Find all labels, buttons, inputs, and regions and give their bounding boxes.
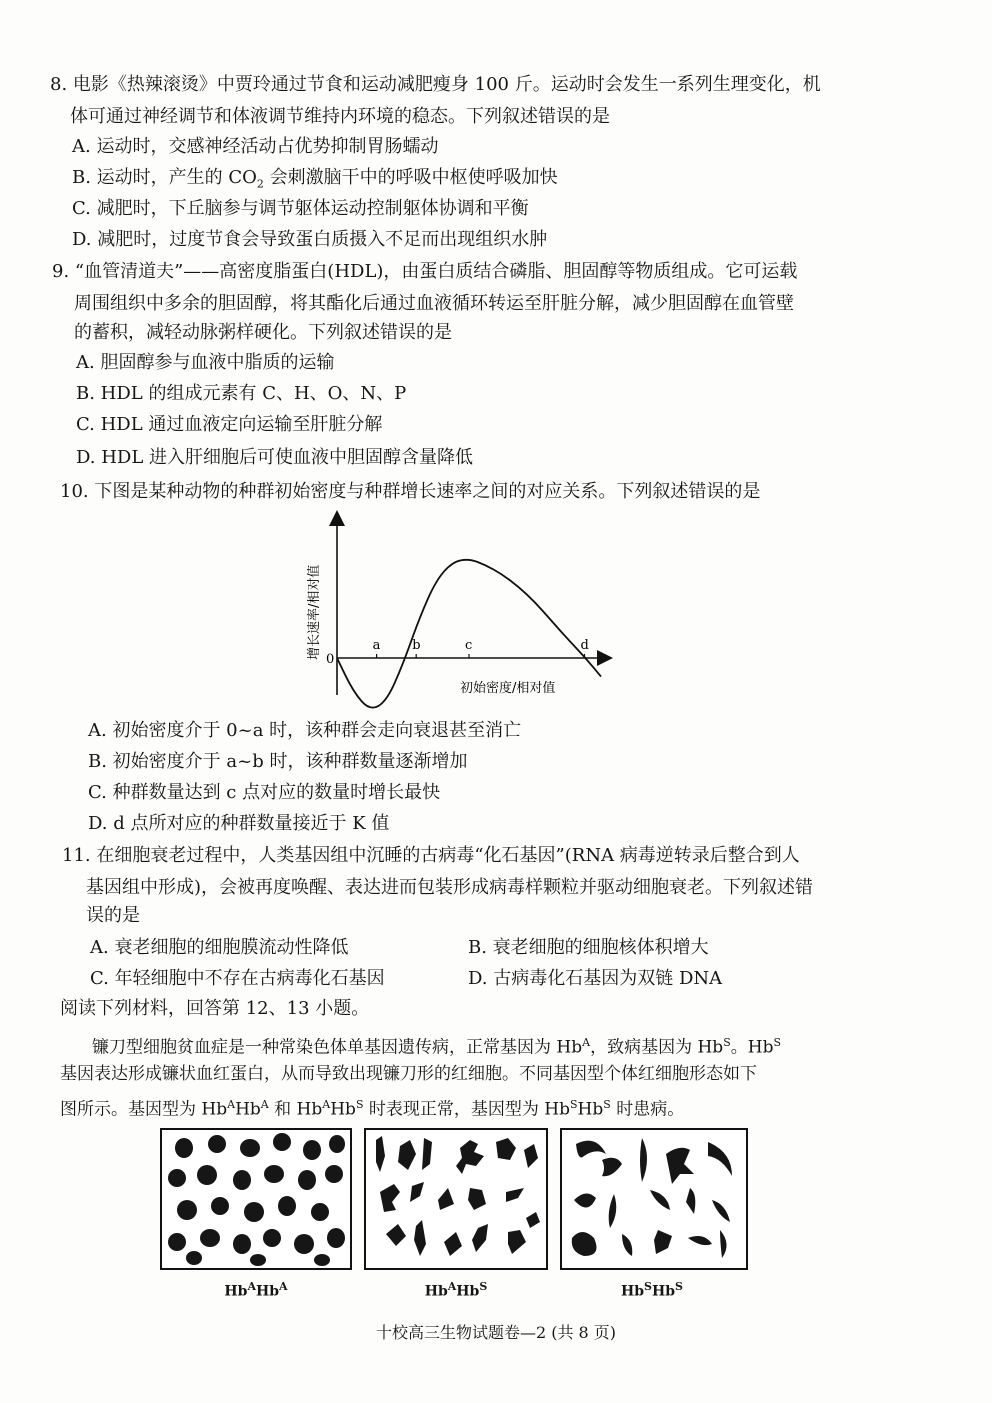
q9-option-b: B. HDL 的组成元素有 C、H、O、N、P [76, 383, 407, 404]
q8-option-c: C. 减肥时，下丘脑参与调节躯体运动控制躯体协调和平衡 [72, 198, 529, 219]
q11-option-a: A. 衰老细胞的细胞膜流动性降低 [90, 937, 349, 958]
q9-option-d: D. HDL 进入肝细胞后可使血液中胆固醇含量降低 [76, 447, 474, 468]
point-label-d: d [580, 638, 589, 653]
q11-option-d: D. 古病毒化石基因为双链 DNA [468, 968, 723, 989]
q10-option-d: D. d 点所对应的种群数量接近于 K 值 [88, 813, 390, 834]
q9-stem-line1: 9. “血管清道夫”——高密度脂蛋白(HDL)，由蛋白质结合磷脂、胆固醇等物质组成。它可运载 [52, 261, 798, 282]
mixed-cells-image [366, 1130, 546, 1268]
material-paragraph-line1: 镰刀型细胞贫血症是一种常染色体单基因遗传病，正常基因为 $Hb^A$，致病基因为 $Hb^S$。$Hb^S$ [92, 1036, 782, 1058]
material-paragraph-line3: 图所示。基因型为 $Hb^AHb^A$ 和 $Hb^AHb^S$ 时表现正常，基因型为 $Hb^SHb^S$ 时患病。 [60, 1098, 685, 1120]
origin-label: 0 [326, 652, 335, 667]
q11-option-c: C. 年轻细胞中不存在古病毒化石基因 [90, 968, 385, 989]
q10-option-b: B. 初始密度介于 a~b 时，该种群数量逐渐增加 [88, 751, 468, 772]
material-intro: 阅读下列材料，回答第 12、13 小题。 [60, 998, 370, 1019]
q11-option-b: B. 衰老细胞的细胞核体积增大 [468, 937, 709, 958]
point-label-a: a [372, 638, 381, 653]
q8-stem-line2: 体可通过神经调节和体液调节维持内环境的稳态。下列叙述错误的是 [70, 106, 610, 127]
sickle-cells-image [562, 1130, 746, 1268]
q11-stem-line2: 基因组中形成)，会被再度唤醒、表达进而包装形成病毒样颗粒并驱动细胞衰老。下列叙述错 [86, 877, 814, 898]
caption-sickle-genotype: $Hb^SHb^S$ [621, 1280, 683, 1300]
q10-stem: 10. 下图是某种动物的种群初始密度与种群增长速率之间的对应关系。下列叙述错误的是 [60, 481, 761, 502]
q8-option-a: A. 运动时，交感神经活动占优势抑制胃肠蠕动 [72, 136, 439, 157]
caption-normal-genotype: $Hb^AHb^A$ [224, 1280, 288, 1300]
x-axis-label: 初始密度/相对值 [460, 681, 556, 696]
page-footer: 十校高三生物试题卷—2 (共 8 页) [375, 1323, 617, 1342]
q8-stem-line1: 8. 电影《热辣滚烫》中贾玲通过节食和运动减肥瘦身 100 斤。运动时会发生一系列生理变化，机 [50, 74, 821, 95]
q9-option-c: C. HDL 通过血液定向运输至肝脏分解 [76, 414, 383, 435]
y-axis-label: 增长速率/相对值 [307, 564, 322, 660]
round-cells-image [162, 1130, 350, 1268]
q8-option-b: B. 运动时，产生的 $CO_2$ 会刺激脑干中的呼吸中枢使呼吸加快 [72, 167, 558, 191]
q8-option-d: D. 减肥时，过度节食会导致蛋白质摄入不足而出现组织水肿 [72, 229, 548, 250]
q11-stem-line1: 11. 在细胞衰老过程中，人类基因组中沉睡的古病毒“化石基因”(RNA 病毒逆转录后整合到人 [62, 845, 800, 866]
q9-stem-line3: 的蓄积，减轻动脉粥样硬化。下列叙述错误的是 [74, 322, 452, 343]
material-paragraph-line2: 基因表达形成镰状血红蛋白，从而导致出现镰刀形的红细胞。不同基因型个体红细胞形态如下 [60, 1064, 757, 1084]
q9-stem-line2: 周围组织中多余的胆固醇，将其酯化后通过血液循环转运至肝脏分解，减少胆固醇在血管壁 [74, 293, 794, 314]
panel-carrier-cells [364, 1128, 548, 1270]
q11-stem-line3: 误的是 [86, 905, 140, 926]
panel-normal-cells [160, 1128, 352, 1270]
q9-option-a: A. 胆固醇参与血液中脂质的运输 [76, 352, 335, 373]
point-label-b: b [412, 638, 421, 653]
q10-option-c: C. 种群数量达到 c 点对应的数量时增长最快 [88, 782, 441, 803]
growth-rate-chart [290, 510, 620, 710]
panel-sickle-cells [560, 1128, 748, 1270]
point-label-c: c [465, 638, 473, 653]
q10-option-a: A. 初始密度介于 0~a 时，该种群会走向衰退甚至消亡 [88, 720, 522, 741]
caption-carrier-genotype: $Hb^AHb^S$ [424, 1280, 488, 1300]
